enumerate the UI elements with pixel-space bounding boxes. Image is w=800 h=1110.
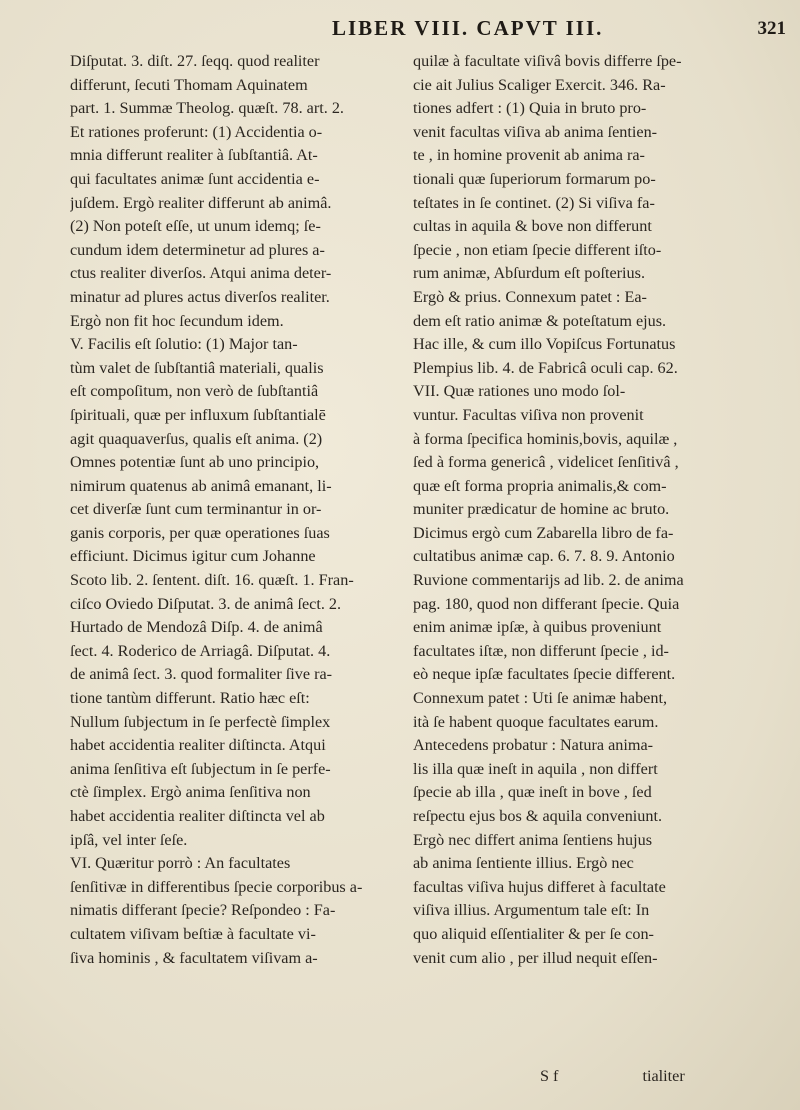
text-line: quo aliquid eſſentialiter & per ſe con-	[413, 924, 654, 943]
text-line: Connexum patet : Uti ſe animæ habent,	[413, 689, 668, 708]
text-line: facultas viſiva hujus differet à facultate	[413, 877, 666, 896]
text-line: Hac ille, & cum illo Vopiſcus Fortunatus	[413, 335, 676, 354]
text-line: te , in homine provenit ab anima ra-	[413, 146, 645, 165]
text-line: Antecedens probatur : Natura anima-	[413, 736, 654, 755]
page-header	[0, 14, 800, 44]
text-line: cultatibus animæ cap. 6. 7. 8. 9. Antonio	[413, 547, 675, 566]
left-column	[70, 50, 388, 970]
text-line: ſect. 4. Roderico de Arriagâ. Diſputat. 4.	[70, 641, 331, 660]
text-line: venit cum alio , per illud nequit eſſen-	[413, 948, 658, 967]
text-line: Ruvione commentarijs ad lib. 2. de anima	[413, 571, 684, 590]
text-line: minatur ad plures actus diverſos realiter.	[70, 287, 330, 306]
text-line: Diſputat. 3. diſt. 27. ſeqq. quod realiter	[70, 52, 320, 70]
text-line: rum animæ, Abſurdum eſt poſterius.	[413, 264, 645, 283]
text-line: ſpirituali, quæ per influxum ſubſtantialē	[70, 405, 326, 424]
text-line: ctus realiter diverſos. Atqui anima deter-	[70, 264, 332, 283]
text-line: viſiva illius. Argumentum tale eſt: In	[413, 901, 650, 920]
text-line: cundum idem determinetur ad plures a-	[70, 240, 325, 259]
text-line: VI. Quæritur porrò : An facultates	[70, 854, 291, 873]
text-line: quilæ à facultate viſivâ bovis differre ſpe-	[413, 52, 682, 70]
running-head: LIBER VIII. CAPVT III.	[332, 16, 604, 40]
text-line: Plempius lib. 4. de Fabricâ oculi cap. 62.	[413, 358, 678, 377]
text-line: eſt compoſitum, non verò de ſubſtantiâ	[70, 382, 319, 401]
text-line: venit facultas viſiva ab anima ſentien-	[413, 122, 658, 141]
text-line: Nullum ſubjectum in ſe perfectè ſimplex	[70, 712, 331, 731]
text-line: anima ſenſitiva eſt ſubjectum in ſe perfe-	[70, 759, 331, 778]
text-line: tione tantùm differunt. Ratio hæc eſt:	[70, 689, 310, 708]
text-line: ab anima ſentiente illius. Ergò nec	[413, 854, 634, 873]
text-line: Dicimus ergò cum Zabarella libro de fa-	[413, 523, 674, 542]
text-line: Ergò non fit hoc ſecundum idem.	[70, 311, 284, 330]
text-line: tùm valet de ſubſtantiâ materiali, qualis	[70, 358, 324, 377]
text-line: tionali quæ ſuperiorum formarum po-	[413, 169, 656, 188]
text-line: enim animæ ipſæ, à quibus proveniunt	[413, 618, 662, 637]
text-line: VII. Quæ rationes uno modo ſol-	[413, 382, 626, 401]
right-column	[413, 50, 790, 970]
text-line: agit quaquaverſus, qualis eſt anima. (2)	[70, 429, 323, 448]
text-line: quæ eſt forma propria animalis,& com-	[413, 476, 667, 495]
text-line: Ergò nec differt anima ſentiens hujus	[413, 830, 653, 849]
text-line: ctè ſimplex. Ergò anima ſenſitiva non	[70, 783, 311, 802]
text-line: lis illa quæ ineſt in aquila , non differt	[413, 759, 658, 778]
text-line: Scoto lib. 2. ſentent. diſt. 16. quæſt. 1. Fran-	[70, 571, 354, 590]
text-line: Hurtado de Mendozâ Diſp. 4. de animâ	[70, 618, 323, 637]
text-line: cultas in aquila & bove non differunt	[413, 217, 652, 236]
text-line: ſed à forma genericâ , videlicet ſenſitivâ ,	[413, 453, 679, 472]
text-line: ſpecie ab illa , quæ ineſt in bove , ſed	[413, 783, 652, 802]
text-line: efficiunt. Dicimus igitur cum Johanne	[70, 547, 316, 566]
text-line: eò neque ipſæ facultates ſpecie different.	[413, 665, 676, 684]
text-line: dem eſt ratio animæ & poteſtatum ejus.	[413, 311, 667, 330]
text-line: ſiva hominis , & facultatem viſivam a-	[70, 948, 318, 967]
text-line: mnia differunt realiter à ſubſtantiâ. At-	[70, 146, 318, 165]
text-line: cet diverſæ ſunt cum terminantur in or-	[70, 500, 322, 519]
text-line: ganis corporis, per quæ operationes ſuas	[70, 523, 330, 542]
text-line: nimatis differant ſpecie? Reſpondeo : Fa-	[70, 901, 336, 920]
text-line: ſenſitivæ in differentibus ſpecie corporibus a-	[70, 877, 363, 896]
text-line: vuntur. Facultas viſiva non provenit	[413, 405, 644, 424]
text-line: de animâ ſect. 3. quod formaliter ſive ra-	[70, 665, 333, 684]
text-line: à forma ſpecifica hominis,bovis, aquilæ ,	[413, 429, 678, 448]
text-line: Omnes potentiæ ſunt ab uno principio,	[70, 453, 320, 472]
text-line: habet accidentia realiter diſtincta vel ab	[70, 807, 325, 825]
text-line: ità ſe habent quoque facultates earum.	[413, 712, 659, 731]
text-line: Ergò & prius. Connexum patet : Ea-	[413, 287, 647, 306]
text-line: (2) Non poteſt eſſe, ut unum idemq; ſe-	[70, 217, 321, 236]
text-line: cie ait Julius Scaliger Exercit. 346. Ra-	[413, 75, 666, 94]
signature-mark: S f	[540, 1067, 559, 1085]
text-line: differunt, ſecuti Thomam Aquinatem	[70, 75, 308, 94]
text-line: habet accidentia realiter diſtincta. Atqui	[70, 736, 326, 755]
text-line: facultates iſtæ, non differunt ſpecie , id-	[413, 641, 669, 660]
text-line: pag. 180, quod non differant ſpecie. Quia	[413, 594, 680, 613]
catchword: tialiter	[642, 1067, 685, 1085]
text-line: part. 1. Summæ Theolog. quæſt. 78. art. 2.	[70, 99, 344, 118]
text-line: qui facultates animæ ſunt accidentia e-	[70, 169, 320, 188]
text-line: ciſco Oviedo Diſputat. 3. de animâ ſect. 2.	[70, 594, 342, 613]
text-line: tiones adfert : (1) Quia in bruto pro-	[413, 99, 647, 118]
text-line: Et rationes proferunt: (1) Accidentia o-	[70, 122, 323, 141]
text-line: reſpectu ejus bos & aquila conveniunt.	[413, 807, 663, 825]
text-line: teſtates in ſe continet. (2) Si viſiva fa-	[413, 193, 655, 212]
text-line: juſdem. Ergò realiter differunt ab animâ.	[70, 193, 332, 212]
page-number: 321	[757, 18, 786, 39]
text-line: cultatem viſivam beſtiæ à facultate vi-	[70, 924, 316, 943]
text-line: ſpecie , non etiam ſpecie different iſto-	[413, 240, 662, 259]
text-line: ipſâ, vel inter ſeſe.	[70, 830, 188, 849]
text-line: muniter prædicatur de homine ac bruto.	[413, 500, 670, 519]
footer-catchwords	[540, 1067, 685, 1086]
text-line: nimirum quatenus ab animâ emanant, li-	[70, 476, 332, 495]
text-line: V. Facilis eſt ſolutio: (1) Major tan-	[70, 335, 298, 354]
